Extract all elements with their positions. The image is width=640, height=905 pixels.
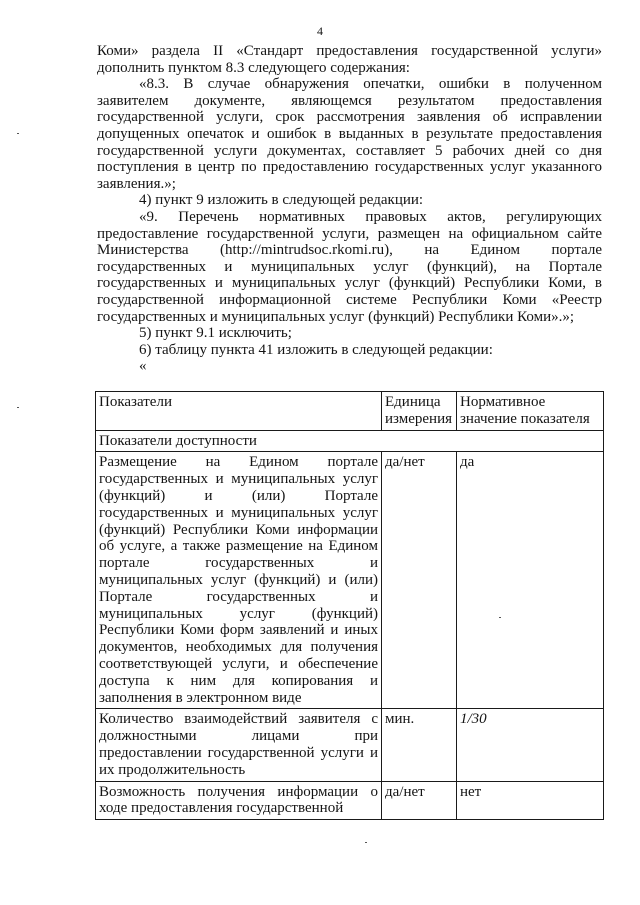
indicator-cell: Возможность получения информации о ходе предоставления государственной [96,781,382,820]
section-title: Показатели доступности [96,430,604,452]
value-cell: да [457,452,604,709]
unit-cell: да/нет [382,452,457,709]
document-body [97,43,602,375]
table-row [96,709,604,781]
scan-speck [17,407,19,408]
table-row [96,452,604,709]
header-indicators: Показатели [96,392,382,431]
indicator-cell: Количество взаимодействий заявителя с должностными лицами при предоставлении государственной услуги и их продолжительность [96,709,382,781]
list-item-4: 4) пункт 9 изложить в следующей редакции: [139,192,424,209]
indicators-table [95,391,604,820]
paragraph-8-3: «8.3. В случае обнаружения опечатки, ошибки в полученном заявителем документе, являющемся результатом предоставления государственной услуги, срок рассмотрения заявления об исправлении допущенных опечаток и ошибок в выданных в результате предоставления государственной услуги документах, составляет 5 рабочих дней со дня поступления в центр по предоставлению государственных услуг указанного заявления.»; [97,76,602,192]
header-unit: Единица измерения [382,392,457,431]
list-item-6: 6) таблицу пункта 41 изложить в следующей редакции: [139,341,493,358]
page-number: 4 [317,24,323,38]
value-cell: нет [457,781,604,820]
paragraph-9: «9. Перечень нормативных правовых актов, регулирующих предоставление государственной услуги, размещен на официальном сайте Министерства (http://mintrudsoc.rkomi.ru), на Едином портале государственных и муниципальных услуг (функций), на Портале государственных и муниципальных услуг (функций) Республики Коми, в государственной информационной системе Республики Коми «Реестр государственных и муниципальных услуг (функций) Республики Коми».»; [97,208,602,325]
section-row [96,430,604,452]
unit-cell: да/нет [382,781,457,820]
header-normative-value: Нормативное значение показателя [457,392,604,431]
table-row [96,781,604,820]
value-cell: 1/30 [457,709,604,781]
opening-quote: « [139,358,147,375]
scan-speck [365,842,367,843]
paragraph-intro: Коми» раздела II «Стандарт предоставления государственной услуги» дополнить пунктом 8.3 следующего содержания: [97,43,602,76]
indicator-cell: Размещение на Едином портале государственных и муниципальных услуг (функций) и (или) Портале государственных и муниципальных услуг (функций) Республики Коми информации об услуге, а также размещение на Едином портале государственных и муниципальных услуг (функций) и (или) Портале государственных и муниципальных услуг (функций) Республики Коми форм заявлений и иных документов, необходимых для получения соответствующей услуги, и обеспечение доступа к ним для копирования и заполнения в электронном виде [96,452,382,709]
list-item-5: 5) пункт 9.1 исключить; [139,325,292,342]
scan-speck [17,133,19,134]
scan-speck [499,617,501,618]
table-header-row [96,392,604,431]
unit-cell: мин. [382,709,457,781]
